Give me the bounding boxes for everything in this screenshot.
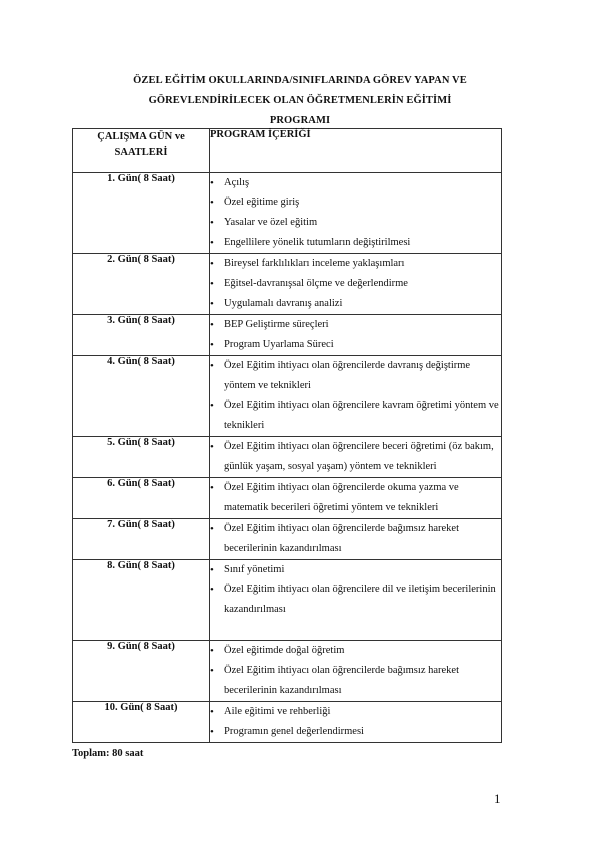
list-item: • Özel Eğitim ihtiyacı olan öğrencilere kavram öğretimi yöntem ve teknikleri (210, 396, 501, 436)
header-program-content: PROGRAM İÇERİĞİ (210, 129, 502, 173)
list-item: • Özel Eğitim ihtiyacı olan öğrencilerde bağımsız hareket becerilerinin kazandırılması (210, 661, 501, 701)
program-content-cell (210, 356, 502, 437)
day-label: 8. Gün( 8 Saat) (73, 560, 210, 641)
header-day-hours-line-2: SAATLERİ (114, 147, 168, 158)
program-content-cell (210, 173, 502, 254)
table-row (73, 356, 502, 437)
table-row (73, 702, 502, 743)
day-label: 4. Gün( 8 Saat) (73, 356, 210, 437)
program-content-cell (210, 641, 502, 702)
day-label: 9. Gün( 8 Saat) (73, 641, 210, 702)
content-list (210, 702, 501, 742)
table-header-row (73, 129, 502, 173)
program-content-cell (210, 437, 502, 478)
table-row (73, 315, 502, 356)
list-item: • Aile eğitimi ve rehberliği (210, 702, 501, 722)
content-list (210, 356, 501, 436)
table-row (73, 173, 502, 254)
program-content-cell (210, 702, 502, 743)
title-line-1: ÖZEL EĞİTİM OKULLARINDA/SINIFLARINDA GÖREV YAPAN VE (133, 75, 467, 86)
list-item: • Program Uyarlama Süreci (210, 335, 501, 355)
program-content-cell (210, 478, 502, 519)
day-label: 10. Gün( 8 Saat) (73, 702, 210, 743)
list-item: • Eğitsel-davranışsal ölçme ve değerlendirme (210, 274, 501, 294)
table-row (73, 641, 502, 702)
list-item: • Sınıf yönetimi (210, 560, 501, 580)
day-label: 7. Gün( 8 Saat) (73, 519, 210, 560)
header-day-hours-line-1: ÇALIŞMA GÜN ve (97, 131, 185, 142)
list-item: • Özel Eğitim ihtiyacı olan öğrencilerde okuma yazma ve matematik becerileri öğretimi yöntem ve teknikleri (210, 478, 501, 518)
content-list (210, 641, 501, 701)
list-item: • Yasalar ve özel eğitim (210, 213, 501, 233)
program-table (72, 128, 502, 743)
title-line-3: PROGRAMI (269, 115, 331, 126)
list-item: • Özel eğitime giriş (210, 193, 501, 213)
content-list (210, 173, 501, 253)
program-content-cell (210, 519, 502, 560)
day-label: 1. Gün( 8 Saat) (73, 173, 210, 254)
list-item: • BEP Geliştirme süreçleri (210, 315, 501, 335)
table-row (73, 478, 502, 519)
content-list (210, 254, 501, 314)
program-content-cell (210, 560, 502, 641)
document-title (0, 71, 600, 131)
content-list (210, 519, 501, 559)
list-item: • Özel Eğitim ihtiyacı olan öğrencilerde bağımsız hareket becerilerinin kazandırılması (210, 519, 501, 559)
list-item: • Özel eğitimde doğal öğretim (210, 641, 501, 661)
day-label: 2. Gün( 8 Saat) (73, 254, 210, 315)
total-hours: Toplam: 80 saat (72, 748, 144, 759)
content-list (210, 560, 501, 620)
list-item: • Engellilere yönelik tutumların değiştirilmesi (210, 233, 501, 253)
list-item: • Özel Eğitim ihtiyacı olan öğrencilerde davranış değiştirme yöntem ve teknikleri (210, 356, 501, 396)
day-label: 6. Gün( 8 Saat) (73, 478, 210, 519)
list-item: • Uygulamalı davranış analizi (210, 294, 501, 314)
list-item: • Bireysel farklılıkları inceleme yaklaşımları (210, 254, 501, 274)
table-row (73, 519, 502, 560)
list-item: • Açılış (210, 173, 501, 193)
page-number: 1 (494, 791, 501, 806)
table-row (73, 254, 502, 315)
table-row (73, 560, 502, 641)
content-list (210, 315, 501, 355)
day-label: 5. Gün( 8 Saat) (73, 437, 210, 478)
list-item: • Özel Eğitim ihtiyacı olan öğrencilere dil ve iletişim becerilerinin kazandırılması (210, 580, 501, 620)
list-item: • Özel Eğitim ihtiyacı olan öğrencilere beceri öğretimi (öz bakım, günlük yaşam, sosyal yaşam) yöntem ve teknikleri (210, 437, 501, 477)
title-line-2: GÖREVLENDİRİLECEK OLAN ÖĞRETMENLERİN EĞİTİMİ (148, 95, 452, 106)
program-content-cell (210, 254, 502, 315)
program-content-cell (210, 315, 502, 356)
header-day-hours (73, 129, 210, 173)
day-label: 3. Gün( 8 Saat) (73, 315, 210, 356)
content-list (210, 437, 501, 477)
list-item: • Programın genel değerlendirmesi (210, 722, 501, 742)
table-row (73, 437, 502, 478)
content-list (210, 478, 501, 518)
